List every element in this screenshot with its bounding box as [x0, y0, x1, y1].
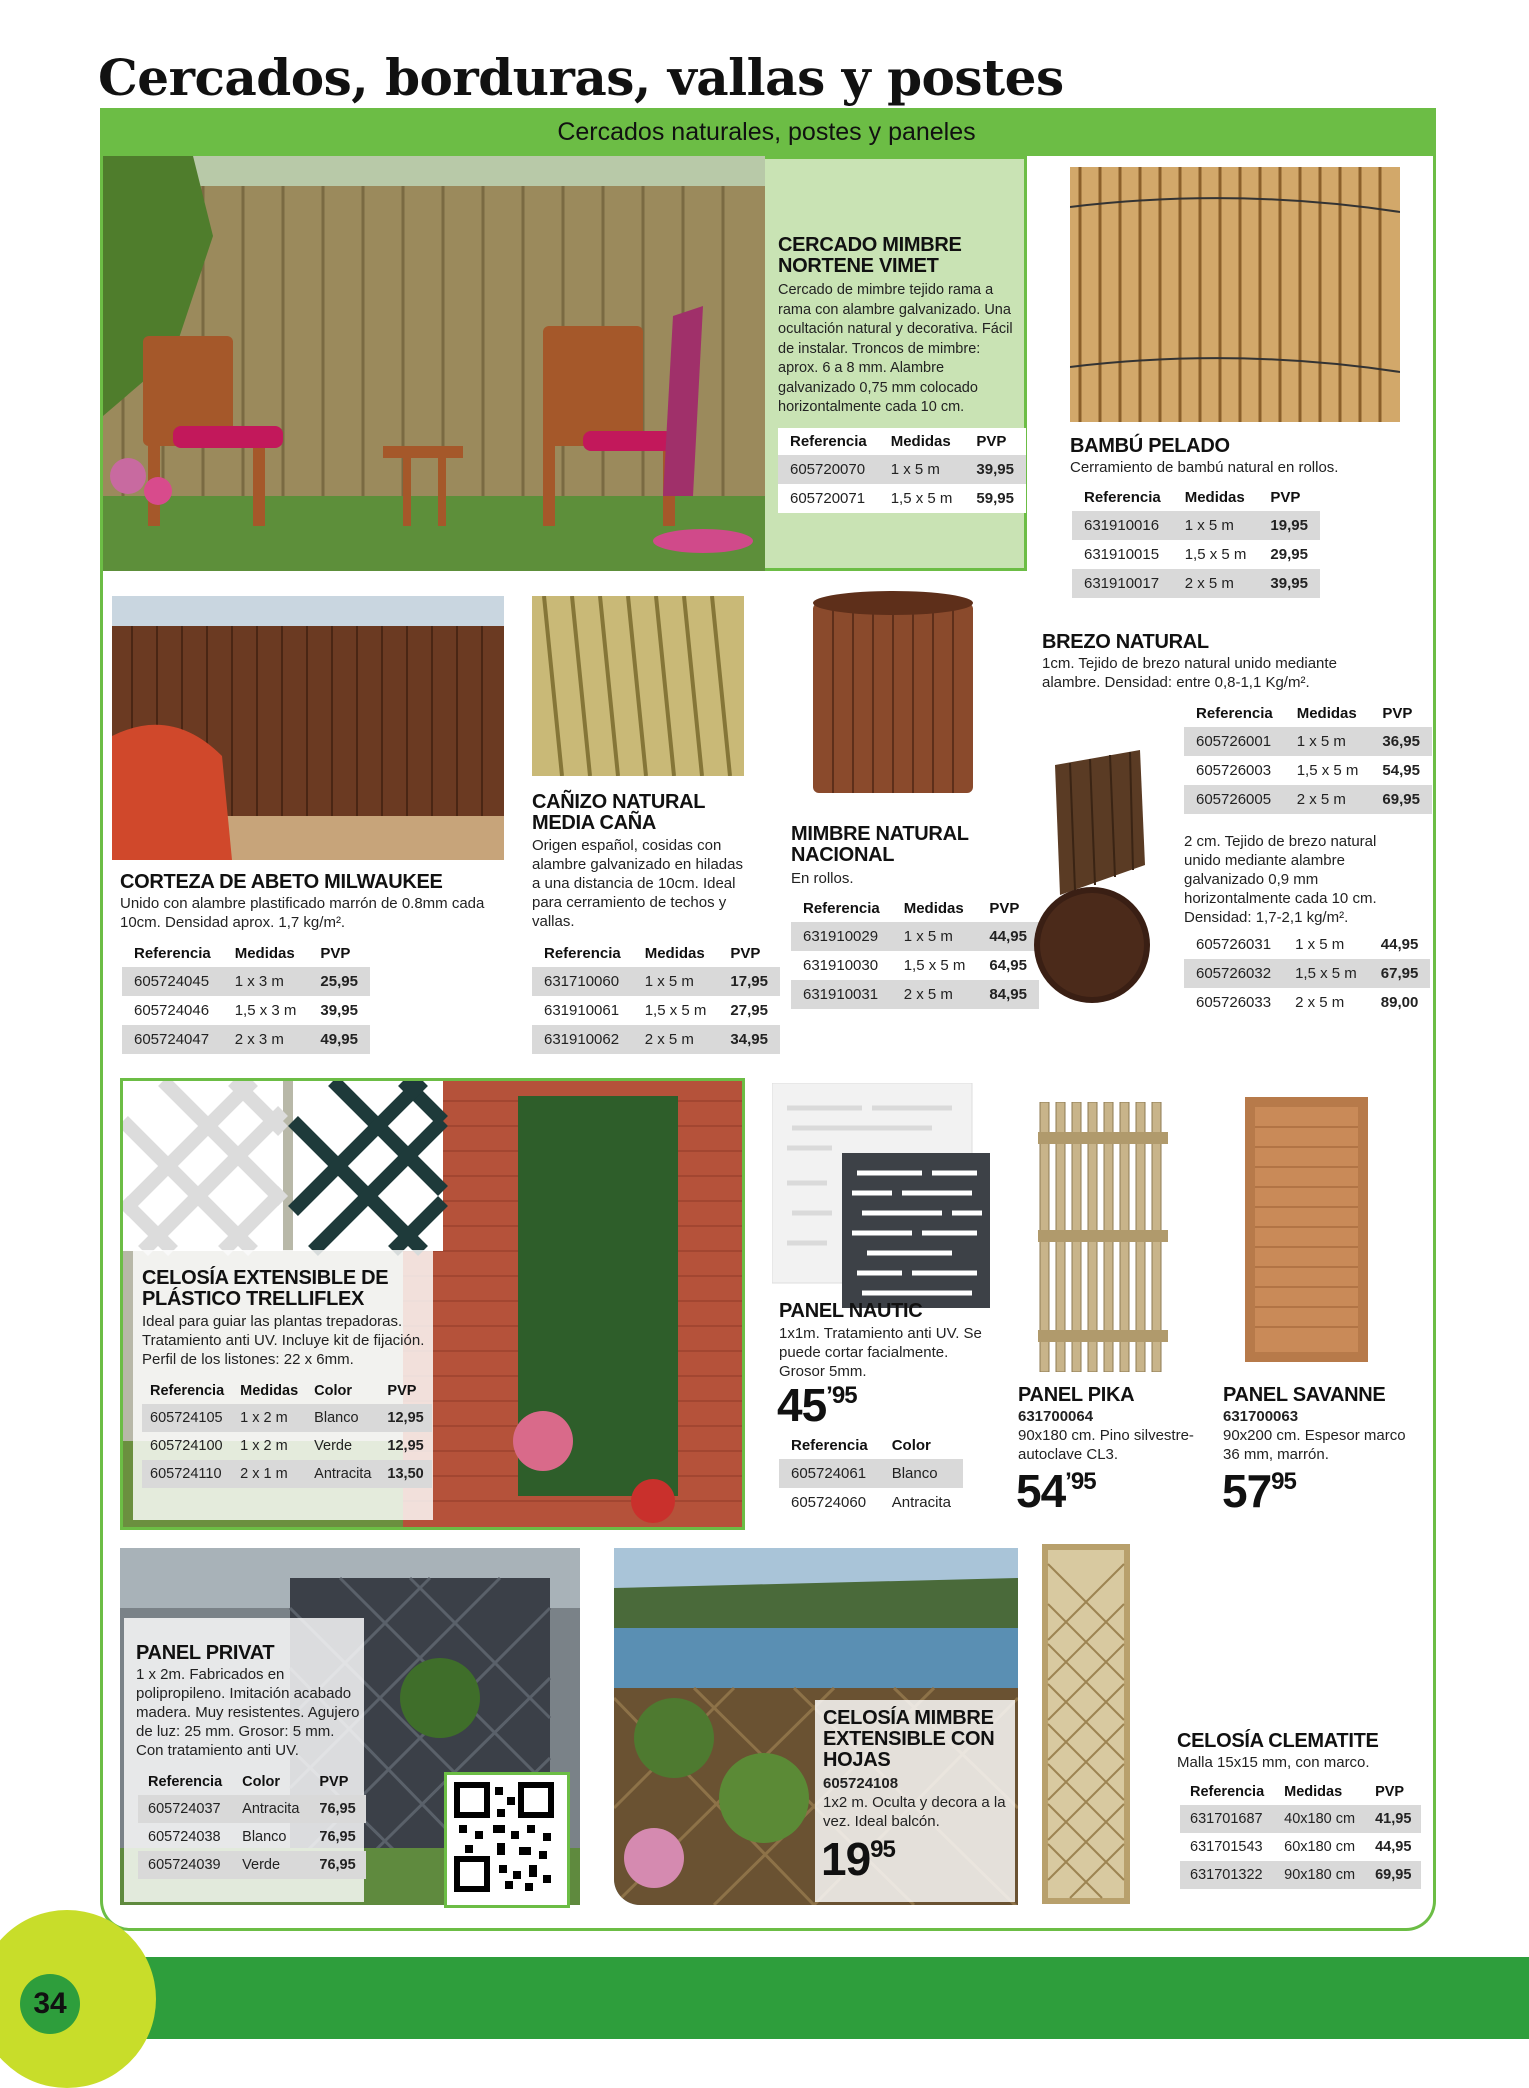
th-pvp: PVP: [989, 900, 1020, 917]
nautic-title: PANEL NAUTIC: [779, 1300, 923, 1322]
th-referencia: Referencia: [544, 945, 621, 962]
qr-code[interactable]: [444, 1772, 570, 1908]
cell: 40x180 cm: [1274, 1805, 1365, 1833]
section-band: Cercados naturales, postes y paneles: [100, 108, 1433, 156]
cell: 76,95: [309, 1795, 365, 1823]
cell: 36,95: [1370, 727, 1432, 756]
brezo-photo: [1030, 745, 1155, 1005]
pika-ref: 631700064: [1018, 1408, 1094, 1425]
cell: 54,95: [1382, 762, 1420, 779]
brezo-desc2: 2 cm. Tejido de brezo natural unido mediante alambre galvanizado 0,9 mm horizontalmente cada 10 cm. Densidad: 1,7-2,1 kg/m².: [1184, 833, 1377, 926]
cell: Antracita: [306, 1460, 379, 1488]
mimbre-nacional-title: MIMBRE NATURAL NACIONAL: [791, 823, 969, 866]
th-color: Color: [314, 1383, 353, 1399]
th-pvp: PVP: [976, 433, 1007, 450]
cell: 631910030: [803, 957, 879, 974]
cell: 605724039: [138, 1851, 232, 1879]
brezo-desc: 1cm. Tejido de brezo natural unido mediante alambre. Densidad: entre 0,8-1,1 Kg/m².: [1042, 655, 1337, 691]
cell: 2 x 1 m: [232, 1460, 306, 1488]
table-row: [1180, 1833, 1421, 1861]
cell: 25,95: [308, 967, 370, 996]
table-row: [122, 1025, 370, 1054]
table-row: [532, 967, 780, 996]
cell: 89,00: [1380, 994, 1419, 1011]
cell: 605726031: [1196, 936, 1272, 953]
trelliflex-desc: Ideal para guiar las plantas trepadoras. Tratamiento anti UV. Incluye kit de fijación. Perfil de los listones: 22 x 6mm.: [142, 1313, 425, 1368]
table-row: [1180, 1861, 1421, 1889]
cell: Antracita: [891, 1494, 951, 1511]
table-row: [1184, 930, 1430, 959]
price-decimal: 95: [870, 1836, 895, 1863]
price-integer: 57: [1222, 1465, 1272, 1517]
table-row: [142, 1460, 432, 1488]
cell: 1,5 x 5 m: [644, 1002, 707, 1019]
th-referencia: Referencia: [1196, 705, 1273, 722]
cell: 631701687: [1180, 1805, 1274, 1833]
th-pvp: PVP: [320, 945, 351, 962]
th-medidas: Medidas: [234, 945, 295, 962]
cell: 631910061: [544, 1002, 620, 1019]
cell: Blanco: [242, 1829, 287, 1845]
price-integer: 19: [821, 1833, 871, 1885]
cell: 631910015: [1084, 546, 1160, 563]
cell: 90x180 cm: [1274, 1861, 1365, 1889]
cell: 1,5 x 5 m: [1283, 959, 1369, 988]
table-row: [778, 455, 1026, 484]
celosia-mimbre-ref: 605724108: [823, 1775, 899, 1792]
th-pvp: PVP: [730, 945, 761, 962]
cell: 17,95: [718, 967, 780, 996]
cercado-mimbre-desc: Cercado de mimbre tejido rama a rama con alambre galvanizado. Una ocultación natural y decorativa. Fácil de instalar. Troncos de mimbre: aprox. 6 a 8 mm. Alambre galvanizado 0,75 mm colocado horizontalmente cada 10 cm.: [778, 282, 1013, 415]
cell: 605726032: [1184, 959, 1283, 988]
th-medidas: Medidas: [240, 1383, 299, 1399]
cell: 64,95: [989, 957, 1027, 974]
clematite-desc: Malla 15x15 mm, con marco.: [1177, 1754, 1370, 1771]
footer-bar: [0, 1957, 1529, 2039]
cell: 631910062: [532, 1025, 633, 1054]
cell: 59,95: [976, 490, 1014, 507]
cell: 605726005: [1184, 785, 1285, 814]
cell: 605724038: [148, 1829, 221, 1845]
th-referencia: Referencia: [791, 1437, 868, 1454]
cell: Antracita: [232, 1795, 309, 1823]
cell: 76,95: [319, 1829, 356, 1845]
savanne-title: PANEL SAVANNE: [1223, 1384, 1386, 1406]
table-row: [1184, 988, 1430, 1017]
pika-photo: [1038, 1102, 1168, 1372]
th-referencia: Referencia: [134, 945, 211, 962]
table-row: [791, 980, 1039, 1009]
celosia-mimbre-desc: 1x2 m. Oculta y decora a la vez. Ideal balcón.: [823, 1794, 1006, 1830]
corteza-photo: [112, 596, 504, 860]
canizo-table: [532, 940, 780, 1054]
canizo-title: CAÑIZO NATURAL MEDIA CAÑA: [532, 791, 705, 834]
page-number: 34: [20, 1974, 80, 2034]
th-referencia: Referencia: [1190, 1784, 1265, 1800]
th-referencia: Referencia: [1084, 489, 1161, 506]
privat-desc: 1 x 2m. Fabricados en polipropileno. Imitación acabado madera. Muy resistentes. Agujero de luz: 25 mm. Grosor: 5 mm. Con tratamiento anti UV.: [136, 1666, 360, 1759]
th-medidas: Medidas: [903, 900, 964, 917]
cell: 1 x 5 m: [1285, 727, 1371, 756]
cell: 44,95: [1375, 1839, 1412, 1855]
mimbre-nacional-photo: [808, 588, 978, 793]
trelliflex-title: CELOSÍA EXTENSIBLE DE PLÁSTICO TRELLIFLEX: [142, 1267, 389, 1310]
price-integer: 45: [777, 1379, 827, 1431]
cell: 13,50: [379, 1460, 431, 1488]
table-row: [532, 996, 780, 1025]
pika-title: PANEL PIKA: [1018, 1384, 1135, 1406]
cell: 605724105: [142, 1404, 232, 1432]
table-row: [1180, 1805, 1421, 1833]
cell: 1 x 5 m: [1295, 936, 1345, 953]
cell: 12,95: [379, 1404, 431, 1432]
cell: 631910031: [791, 980, 892, 1009]
cell: 605724047: [122, 1025, 223, 1054]
cell: 605726001: [1184, 727, 1285, 756]
savanne-ref: 631700063: [1223, 1408, 1299, 1425]
cell: 19,95: [1258, 511, 1320, 540]
table-row: [138, 1823, 366, 1851]
clematite-photo: [1042, 1544, 1130, 1904]
th-referencia: Referencia: [803, 900, 880, 917]
table-row: [1184, 756, 1432, 785]
table-row: [1072, 540, 1320, 569]
nautic-table: [779, 1432, 963, 1517]
cell: 1 x 5 m: [892, 922, 978, 951]
canizo-photo: [532, 596, 744, 776]
nautic-desc: 1x1m. Tratamiento anti UV. Se puede cortar facialmente. Grosor 5mm.: [779, 1325, 982, 1380]
privat-table: [138, 1769, 366, 1879]
table-row: [791, 951, 1039, 980]
th-pvp: PVP: [1382, 705, 1413, 722]
cell: 1,5 x 3 m: [234, 1002, 297, 1019]
cell: 605724046: [134, 1002, 210, 1019]
celosia-mimbre-price: [821, 1832, 895, 1886]
table-row: [791, 922, 1039, 951]
table-row: [778, 484, 1026, 513]
cell: 49,95: [308, 1025, 370, 1054]
clematite-table: [1180, 1779, 1421, 1889]
cell: 2 x 5 m: [633, 1025, 719, 1054]
brezo-table-2: [1184, 930, 1430, 1017]
bambu-photo: [1070, 167, 1400, 422]
brezo-table-1: [1184, 700, 1432, 814]
nautic-price: [777, 1378, 857, 1432]
table-row: [1184, 959, 1430, 988]
price-decimal: ’95: [826, 1382, 857, 1409]
cell: 67,95: [1369, 959, 1431, 988]
cell: 1,5 x 5 m: [903, 957, 966, 974]
table-row: [138, 1795, 366, 1823]
table-row: [142, 1432, 432, 1460]
price-integer: 54: [1016, 1465, 1066, 1517]
cell: 2 x 3 m: [223, 1025, 309, 1054]
savanne-desc: 90x200 cm. Espesor marco 36 mm, marrón.: [1223, 1427, 1406, 1463]
cell: 69,95: [1370, 785, 1432, 814]
table-row: [138, 1851, 366, 1879]
clematite-title: CELOSÍA CLEMATITE: [1177, 1730, 1379, 1752]
cell: 605724060: [791, 1494, 867, 1511]
savanne-price: [1222, 1464, 1296, 1518]
cell: 605726003: [1196, 762, 1272, 779]
cell: 34,95: [718, 1025, 780, 1054]
cell: 2 x 5 m: [1285, 785, 1371, 814]
cell: 84,95: [977, 980, 1039, 1009]
table-row: [1184, 727, 1432, 756]
cell: 39,95: [320, 1002, 358, 1019]
cell: Blanco: [880, 1459, 963, 1488]
cell: Blanco: [306, 1404, 379, 1432]
cell: 1 x 5 m: [633, 967, 719, 996]
th-referencia: Referencia: [150, 1383, 225, 1399]
table-row: [1184, 785, 1432, 814]
corteza-title: CORTEZA DE ABETO MILWAUKEE: [120, 871, 443, 893]
cell: 2 x 5 m: [892, 980, 978, 1009]
table-row: [1072, 511, 1320, 540]
cell: 1 x 2 m: [240, 1438, 288, 1454]
th-medidas: Medidas: [1184, 489, 1245, 506]
table-row: [122, 996, 370, 1025]
cell: 1 x 5 m: [1173, 511, 1259, 540]
cell: 60x180 cm: [1284, 1839, 1356, 1855]
th-referencia: Referencia: [790, 433, 867, 450]
cercado-mimbre-title: CERCADO MIMBRE NORTENE VIMET: [778, 234, 962, 277]
cell: 27,95: [730, 1002, 768, 1019]
cell: Verde: [232, 1851, 309, 1879]
price-decimal: ’95: [1065, 1468, 1096, 1495]
cercado-mimbre-photo: [103, 156, 765, 571]
th-referencia: Referencia: [148, 1774, 223, 1790]
th-color: Color: [242, 1774, 281, 1790]
bambu-title: BAMBÚ PELADO: [1070, 435, 1230, 457]
cell: 631701543: [1190, 1839, 1263, 1855]
th-pvp: PVP: [1270, 489, 1301, 506]
cell: 1 x 3 m: [223, 967, 309, 996]
trelliflex-table: [142, 1378, 432, 1488]
cell: 2 x 5 m: [1295, 994, 1345, 1011]
canizo-desc: Origen español, cosidas con alambre galvanizado en hiladas a una distancia de 10cm. Ideal para cerramiento de techos y vallas.: [532, 837, 743, 930]
cell: 69,95: [1365, 1861, 1421, 1889]
pika-price: [1016, 1464, 1096, 1518]
cell: 605726033: [1196, 994, 1272, 1011]
cell: 44,95: [1380, 936, 1419, 953]
th-medidas: Medidas: [1296, 705, 1357, 722]
th-pvp: PVP: [1375, 1784, 1405, 1800]
cell: 2 x 5 m: [1173, 569, 1259, 598]
cell: 1 x 5 m: [879, 455, 965, 484]
cell: 631701322: [1180, 1861, 1274, 1889]
th-color: Color: [891, 1437, 931, 1454]
cell: 605724061: [779, 1459, 880, 1488]
cell: 631910017: [1072, 569, 1173, 598]
mimbre-nacional-table: [791, 895, 1039, 1009]
th-pvp: PVP: [387, 1383, 417, 1399]
brezo-title: BREZO NATURAL: [1042, 631, 1209, 653]
celosia-mimbre-title: CELOSÍA MIMBRE EXTENSIBLE CON HOJAS: [823, 1707, 995, 1771]
cell: Verde: [314, 1438, 353, 1454]
cell: 12,95: [387, 1438, 424, 1454]
cell: 631710060: [532, 967, 633, 996]
price-decimal: 95: [1271, 1468, 1296, 1495]
table-row: [779, 1459, 963, 1488]
cell: 29,95: [1270, 546, 1308, 563]
cell: 605720070: [778, 455, 879, 484]
th-medidas: Medidas: [1284, 1784, 1343, 1800]
cell: 631910016: [1072, 511, 1173, 540]
table-row: [779, 1488, 963, 1517]
cell: 605724110: [142, 1460, 232, 1488]
cell: 631910029: [791, 922, 892, 951]
cell: 41,95: [1365, 1805, 1421, 1833]
pika-desc: 90x180 cm. Pino silvestre- autoclave CL3.: [1018, 1427, 1194, 1463]
th-medidas: Medidas: [890, 433, 951, 450]
cell: 605724037: [138, 1795, 232, 1823]
mimbre-nacional-desc: En rollos.: [791, 870, 854, 887]
cell: 39,95: [964, 455, 1026, 484]
cell: 1 x 2 m: [232, 1404, 306, 1432]
privat-title: PANEL PRIVAT: [136, 1642, 275, 1664]
bambu-desc: Cerramiento de bambú natural en rollos.: [1070, 459, 1339, 476]
cell: 76,95: [309, 1851, 365, 1879]
th-pvp: PVP: [319, 1774, 349, 1790]
cell: 39,95: [1258, 569, 1320, 598]
corteza-desc: Unido con alambre plastificado marrón de 0.8mm cada 10cm. Densidad aprox. 1,7 kg/m².: [120, 895, 485, 931]
cell: 605720071: [790, 490, 866, 507]
nautic-photo: [772, 1083, 990, 1308]
savanne-photo: [1245, 1097, 1368, 1362]
th-medidas: Medidas: [644, 945, 705, 962]
cell: 605724100: [150, 1438, 223, 1454]
corteza-table: [122, 940, 370, 1054]
cell: 1,5 x 5 m: [1296, 762, 1359, 779]
cell: 1,5 x 5 m: [890, 490, 953, 507]
page-title: Cercados, borduras, vallas y postes: [98, 48, 1064, 107]
table-row: [532, 1025, 780, 1054]
table-row: [142, 1404, 432, 1432]
cell: 44,95: [977, 922, 1039, 951]
cell: 1,5 x 5 m: [1184, 546, 1247, 563]
bambu-table: [1072, 484, 1320, 598]
cercado-mimbre-table: [778, 428, 1026, 513]
cell: 605724045: [122, 967, 223, 996]
table-row: [122, 967, 370, 996]
table-row: [1072, 569, 1320, 598]
